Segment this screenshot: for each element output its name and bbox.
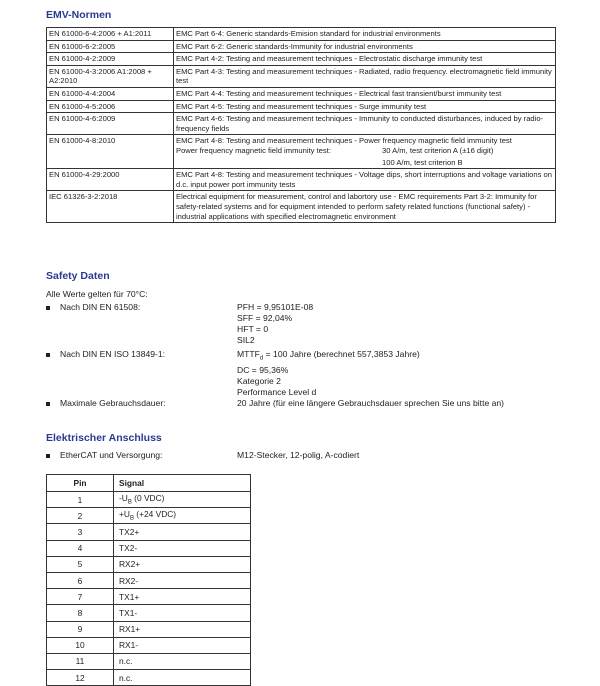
std-cell: IEC 61326-3-2:2018	[47, 191, 174, 223]
signal-cell: $+U_B$ (+24 VDC)	[114, 508, 251, 524]
table-row	[47, 135, 556, 169]
desc-line: Power frequency magnetic field immunity test:	[176, 145, 331, 155]
table-row	[47, 87, 556, 100]
pin-cell: 1	[47, 492, 114, 508]
pin-cell: 8	[47, 605, 114, 621]
pin-cell: 5	[47, 556, 114, 572]
criterion-a: 30 A/m, test criterion A (±16 digit)	[382, 145, 494, 155]
pin-cell: 4	[47, 540, 114, 556]
pin-cell: 12	[47, 670, 114, 686]
table-row	[47, 28, 556, 41]
category-value: Kategorie 2	[237, 375, 281, 386]
table-row	[47, 100, 556, 113]
std-cell: EN 61000-4-5:2006	[47, 100, 174, 113]
table-row	[47, 65, 556, 87]
signal-cell: TX1+	[114, 589, 251, 605]
bullet-icon	[46, 402, 50, 406]
table-row	[47, 40, 556, 53]
lifetime-label: Maximale Gebrauchsdauer:	[60, 398, 166, 408]
table-row	[47, 113, 556, 135]
table-row	[47, 556, 251, 572]
emv-heading: EMV-Normen	[46, 9, 112, 21]
table-row	[47, 540, 251, 556]
pin-table	[46, 474, 251, 686]
pin-cell: 3	[47, 524, 114, 540]
signal-header: Signal	[114, 475, 251, 492]
lifetime-value: 20 Jahre (für eine längere Gebrauchsdauer sprechen Sie uns bitte an)	[237, 398, 505, 408]
std-cell: EN 61000-4-8:2010	[47, 135, 174, 169]
desc-cell: EMC Part 4-3: Testing and measurement techniques - Radiated, radio frequency. electromagnetic field immunity test	[174, 65, 556, 87]
table-row	[47, 492, 251, 508]
table-row	[47, 605, 251, 621]
desc-cell: EMC Part 4-2: Testing and measurement techniques - Electrostatic discharge immunity test	[174, 53, 556, 66]
ethercat-value: M12-Stecker, 12-polig, A-codiert	[237, 450, 360, 460]
std-cell: EN 61000-4-29:2000	[47, 169, 174, 191]
std-cell: EN 61000-4-3:2006 A1:2008 + A2:2010	[47, 65, 174, 87]
signal-cell: $-U_B$ (0 VDC)	[114, 492, 251, 508]
criterion-b: 100 A/m, test criterion B	[382, 157, 463, 167]
std-cell: EN 61000-4-2:2009	[47, 53, 174, 66]
table-row	[47, 191, 556, 223]
signal-cell: TX1-	[114, 605, 251, 621]
din61508-values	[237, 302, 313, 346]
performance-level-value: Performance Level d	[237, 386, 317, 397]
table-row	[47, 53, 556, 66]
table-row	[47, 637, 251, 653]
desc-cell: Electrical equipment for measurement, control and labortory use - EMC requirements Part 3-2: Immunity for safety-related systems and for equipment intended to perform safety related functions (functional safety) - industrial applications with specified electromagnetic environment	[174, 191, 556, 223]
desc-cell: EMC Part 4-8: Testing and measurement techniques - Voltage dips, short interruptions and voltage variations on d.c. input power port immunity tests	[174, 169, 556, 191]
pin-cell: 11	[47, 653, 114, 669]
signal-cell: RX1+	[114, 621, 251, 637]
desc-cell: EMC Part 4-6: Testing and measurement techniques - Immunity to conducted disturbances, induced by radio-frequency fields	[174, 113, 556, 135]
std-cell: EN 61000-4-4:2004	[47, 87, 174, 100]
din61508-label: Nach DIN EN 61508:	[60, 302, 141, 312]
bullet-icon	[46, 454, 50, 458]
signal-cell: TX2-	[114, 540, 251, 556]
sff-value: SFF = 92,04%	[237, 313, 293, 323]
table-header-row	[47, 475, 251, 492]
std-cell: EN 61000-6-2:2005	[47, 40, 174, 53]
signal-cell: RX1-	[114, 637, 251, 653]
emv-table	[46, 27, 556, 223]
pin-header: Pin	[47, 475, 114, 492]
table-row	[47, 169, 556, 191]
iso13849-label: Nach DIN EN ISO 13849-1:	[60, 349, 166, 359]
iso13849-values	[237, 349, 420, 398]
desc-cell: EMC Part 6-4: Generic standards-Emision standard for industrial environments	[174, 28, 556, 41]
safety-intro: Alle Werte gelten für 70°C:	[46, 289, 148, 299]
ethercat-label: EtherCAT und Versorgung:	[60, 450, 163, 460]
sil-value: SIL2	[237, 335, 255, 345]
table-row	[47, 621, 251, 637]
table-row	[47, 572, 251, 588]
desc-cell: EMC Part 6-2: Generic standards-Immunity for industrial environments	[174, 40, 556, 53]
pin-cell: 9	[47, 621, 114, 637]
pin-cell: 7	[47, 589, 114, 605]
pin-cell: 6	[47, 572, 114, 588]
elec-heading: Elektrischer Anschluss	[46, 432, 162, 444]
table-row	[47, 589, 251, 605]
hft-value: HFT = 0	[237, 324, 269, 334]
signal-cell: n.c.	[114, 670, 251, 686]
std-cell: EN 61000-4-6:2009	[47, 113, 174, 135]
signal-cell: RX2-	[114, 572, 251, 588]
desc-cell	[174, 135, 556, 169]
pin-cell: 2	[47, 508, 114, 524]
pin-cell: 10	[47, 637, 114, 653]
table-row	[47, 524, 251, 540]
desc-cell: EMC Part 4-4: Testing and measurement techniques - Electrical fast transient/burst immunity test	[174, 87, 556, 100]
desc-line: EMC Part 4-8: Testing and measurement techniques - Power frequency magnetic field immunity test	[176, 136, 512, 146]
desc-cell: EMC Part 4-5: Testing and measurement techniques - Surge immunity test	[174, 100, 556, 113]
table-row	[47, 508, 251, 524]
bullet-icon	[46, 353, 50, 357]
table-row	[47, 653, 251, 669]
table-row	[47, 670, 251, 686]
dc-value: DC = 95,36%	[237, 364, 289, 375]
std-cell: EN 61000-6-4:2006 + A1:2011	[47, 28, 174, 41]
bullet-icon	[46, 306, 50, 310]
signal-cell: RX2+	[114, 556, 251, 572]
signal-cell: n.c.	[114, 653, 251, 669]
pfh-value: PFH = 9,95101E-08	[237, 302, 314, 312]
mttf-value: $MTTF_d = 100$ Jahre (berechnet 557,3853 Jahre)	[237, 349, 420, 362]
safety-heading: Safety Daten	[46, 270, 110, 282]
signal-cell: TX2+	[114, 524, 251, 540]
